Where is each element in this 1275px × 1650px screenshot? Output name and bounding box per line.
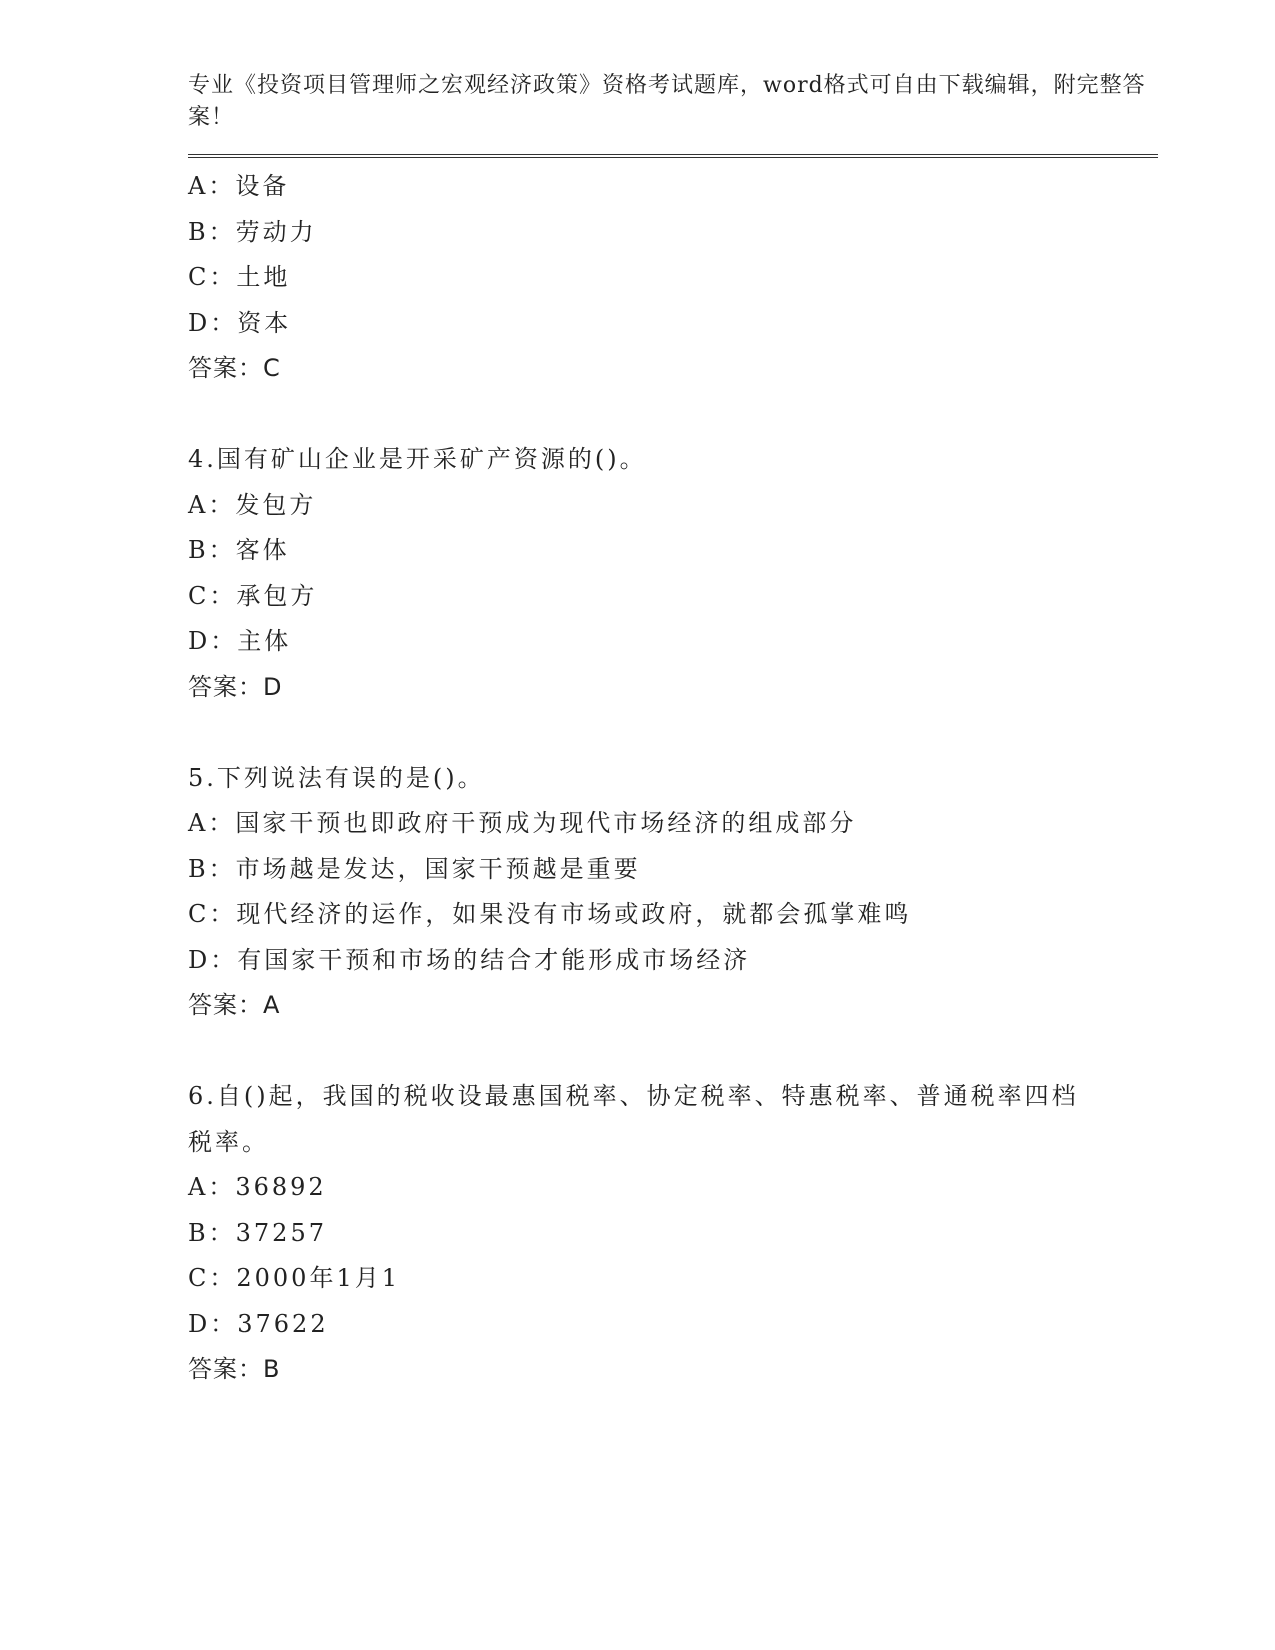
option-c: C：土地 [188, 263, 291, 291]
option-c: C：承包方 [188, 581, 318, 610]
spacer [188, 392, 1158, 438]
spacer [188, 710, 1158, 756]
option-c: C：现代经济的运作，如果没有市场或政府，就都会孤掌难鸣 [188, 900, 912, 928]
option-d: D：37622 [188, 1309, 329, 1338]
option-c: C：2000年1月1 [188, 1264, 400, 1292]
option-a: A：36892 [188, 1173, 327, 1201]
question-3 [188, 164, 1158, 392]
answer: 答案：B [188, 1355, 281, 1383]
question-6 [188, 1074, 1158, 1393]
option-a: A：国家干预也即政府干预成为现代市场经济的组成部分 [188, 809, 857, 837]
option-d: D：资本 [188, 308, 292, 337]
header-divider [188, 154, 1158, 158]
document-header: 专业《投资项目管理师之宏观经济政策》资格考试题库，word格式可自由下载编辑，附完整答案！ [188, 73, 1146, 130]
option-a: A：发包方 [188, 490, 317, 519]
option-b: B：客体 [188, 536, 290, 564]
option-a: A：设备 [188, 172, 290, 200]
question-stem: 4.国有矿山企业是开采矿产资源的()。 [188, 445, 647, 473]
question-5 [188, 756, 1158, 1029]
option-d: D：主体 [188, 627, 292, 655]
question-stem: 5.下列说法有误的是()。 [188, 763, 485, 792]
answer: 答案：C [188, 354, 281, 382]
option-b: B：市场越是发达，国家干预越是重要 [188, 854, 641, 883]
document-page [188, 70, 1158, 1393]
option-b: B：37257 [188, 1218, 327, 1247]
question-stem: 6.自()起，我国的税收设最惠国税率、协定税率、特惠税率、普通税率四档税率。 [188, 1082, 1079, 1156]
spacer [188, 1029, 1158, 1075]
answer: 答案：D [188, 672, 283, 701]
option-b: B：劳动力 [188, 217, 317, 246]
question-4 [188, 437, 1158, 710]
answer: 答案：A [188, 991, 281, 1019]
option-d: D：有国家干预和市场的结合才能形成市场经济 [188, 945, 751, 974]
